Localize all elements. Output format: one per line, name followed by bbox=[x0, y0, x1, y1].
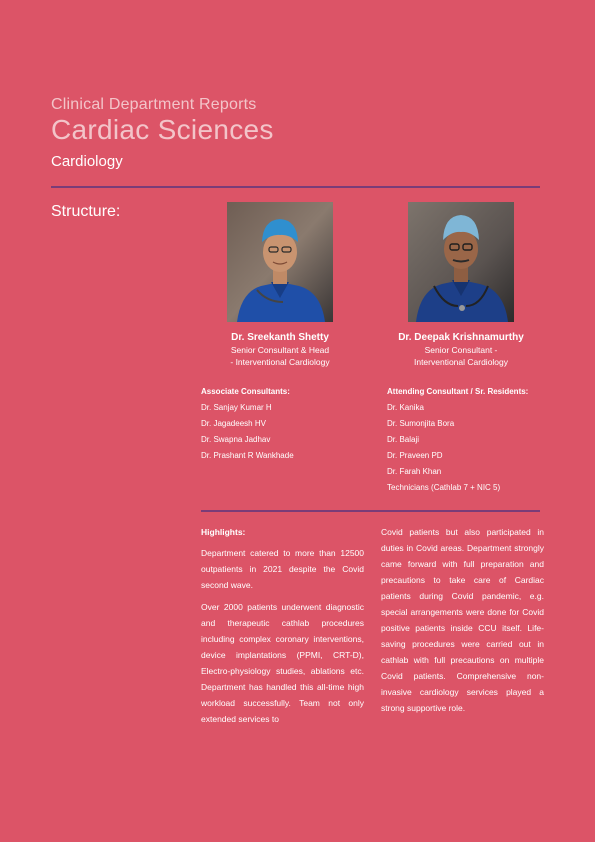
doctor-name: Dr. Sreekanth Shetty bbox=[231, 332, 329, 343]
doctor-photo-sreekanth-shetty bbox=[227, 202, 333, 322]
doctor-role: Senior Consultant - bbox=[424, 345, 498, 355]
page-title: Cardiac Sciences bbox=[51, 114, 274, 145]
list-item: Dr. Swapna Jadhav bbox=[201, 435, 271, 444]
report-label: Clinical Department Reports bbox=[51, 96, 257, 113]
list-item: Dr. Balaji bbox=[387, 435, 420, 444]
page-subtitle: Cardiology bbox=[51, 153, 123, 170]
list-item: Dr. Jagadeesh HV bbox=[201, 419, 266, 428]
doctor-name: Dr. Deepak Krishnamurthy bbox=[398, 332, 524, 343]
highlights-paragraph: Covid patients but also participated in duties in Covid areas. Department strongly came forward with full preparation and precautions to take care of Cardiac patients during Covid pandemic, e.g. special arrangements were done for Covid positive patients inside CCU itself. Life-saving procedures were carried out in cathlab with full precautions on multiple Covid patients. Comprehensive non-invasive cardiology services played a strong supportive role. bbox=[381, 527, 544, 713]
structure-label: Structure: bbox=[51, 203, 121, 220]
doctor-role: Interventional Cardiology bbox=[413, 357, 509, 367]
highlights-paragraph: Over 2000 patients underwent diagnostic and therapeutic cathlab procedures including complex coronary interventions, device implantations (PPMI, CRT-D), Electro-physiology studies, ablations etc. Department has handled this all-time high workload successfully. Team not only extended services to bbox=[201, 602, 364, 724]
list-item: Dr. Prashant R Wankhade bbox=[201, 451, 294, 460]
associate-consultants-list bbox=[201, 386, 371, 464]
associate-consultants-heading: Associate Consultants: bbox=[201, 387, 290, 396]
highlights-column-2 bbox=[381, 524, 544, 722]
list-item: Dr. Sanjay Kumar H bbox=[201, 403, 272, 412]
attending-consultants-list bbox=[387, 386, 557, 496]
list-item: Technicians (Cathlab 7 + NIC 5) bbox=[387, 483, 501, 492]
highlights-column-1 bbox=[201, 525, 364, 733]
list-item: Dr. Praveen PD bbox=[387, 451, 443, 460]
section-divider bbox=[201, 510, 540, 512]
list-item: Dr. Kanika bbox=[387, 403, 424, 412]
doctor-role: - Interventional Cardiology bbox=[230, 357, 330, 367]
doctor-card-1 bbox=[190, 331, 370, 368]
doctor-role: Senior Consultant & Head bbox=[230, 345, 330, 355]
doctor-photo-deepak-krishnamurthy bbox=[408, 202, 514, 322]
highlights-paragraph: Department catered to more than 12500 outpatients in 2021 despite the Covid second wave. bbox=[201, 548, 364, 590]
attending-heading: Attending Consultant / Sr. Residents: bbox=[387, 387, 529, 396]
header-divider bbox=[51, 186, 540, 188]
doctor-card-2 bbox=[371, 331, 551, 368]
highlights-heading: Highlights: bbox=[201, 527, 246, 537]
list-item: Dr. Sumonjita Bora bbox=[387, 419, 455, 428]
list-item: Dr. Farah Khan bbox=[387, 467, 442, 476]
